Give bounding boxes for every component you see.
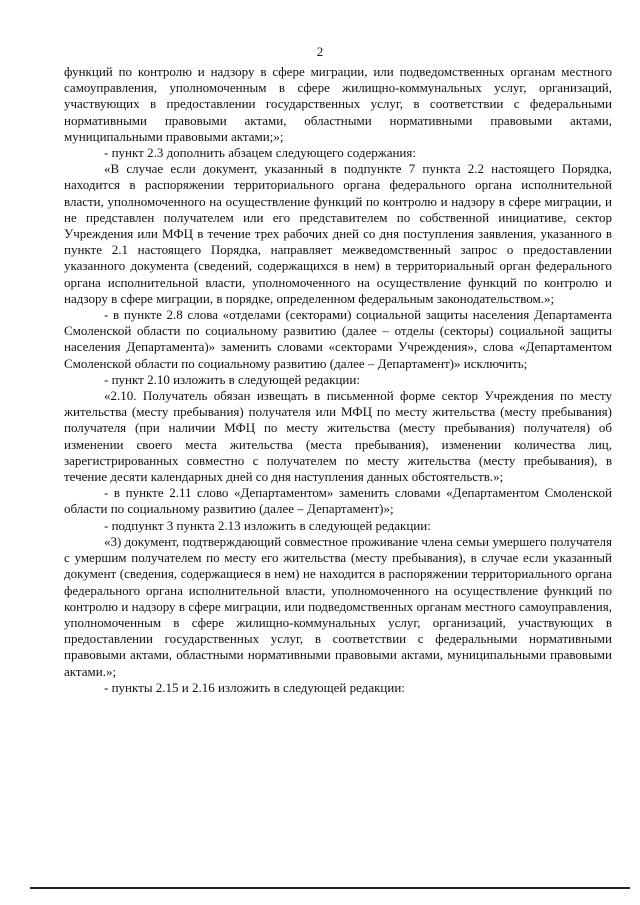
paragraph-amendment-2-13: - подпункт 3 пункта 2.13 изложить в следующей редакции:	[104, 517, 431, 533]
paragraph-amendment-2-15-2-16: - пункты 2.15 и 2.16 изложить в следующей редакции:	[104, 679, 405, 695]
document-body	[64, 64, 612, 696]
page-number: 2	[316, 44, 324, 59]
paragraph-amendment-2-3: - пункт 2.3 дополнить абзацем следующего содержания:	[104, 145, 416, 161]
paragraph-quote-2-10: «2.10. Получатель обязан извещать в письменной форме сектор Учреждения по месту жительства (месту пребывания) получателя или МФЦ по месту жительства (месту пребывания) получателя (при наличии МФЦ по месту жительства (месту пребывания) получателя) об изменении своего места жительства (места пребывания), изменении количества лиц, зарегистрированных совместно с получателем по месту жительства (месту пребывания), в течение десяти календарных дней со дня наступления данных обстоятельств.»;	[64, 388, 612, 485]
paragraph-continuation: функций по контролю и надзору в сфере миграции, или подведомственных органам местного самоуправления, уполномоченным в сфере жилищно-коммунальных услуг, организаций, участвующих в предоставлении государственных услуг, в соответствии с федеральными нормативными правовыми актами, областными нормативными правовыми актами, муниципальными правовыми актами;»;	[64, 64, 612, 144]
bottom-rule	[30, 887, 630, 889]
paragraph-amendment-2-11: - в пункте 2.11 слово «Департаментом» заменить словами «Департаментом Смоленской области по социальному развитию (далее – Департамент)»;	[64, 485, 612, 517]
paragraph-quote-2-13: «3) документ, подтверждающий совместное проживание члена семьи умершего получателя с умершим получателем по месту его жительства (месту пребывания), в случае если указанный документ (сведения, содержащиеся в нем) не находится в распоряжении территориального органа федерального органа исполнительной власти, уполномоченного на осуществление функций по контролю и надзору в сфере миграции, или подведомственных органам местного самоуправления, уполномоченным в сфере жилищно-коммунальных услуг, организаций, участвующих в предоставлении государственных услуг, в соответствии с федеральными нормативными правовыми актами, областными нормативными правовыми актами, муниципальными правовыми актами.»;	[64, 533, 612, 679]
paragraph-quote-2-3: «В случае если документ, указанный в подпункте 7 пункта 2.2 настоящего Порядка, находится в распоряжении территориального органа федерального органа исполнительной власти, уполномоченного на осуществление функций по контролю и надзору в сфере миграции, и не представлен получателем или его представителем по собственной инициативе, сектор Учреждения или МФЦ в течение трех рабочих дней со дня поступления заявления, указанного в пункте 2.1 настоящего Порядка, направляет межведомственный запрос о предоставлении указанного документа (сведений, содержащихся в нем) в территориальный орган федерального органа исполнительной власти, уполномоченного на осуществление функций по контролю и надзору в сфере миграции, в порядке, определенном федеральным законодательством.»;	[64, 161, 612, 306]
paragraph-amendment-2-10: - пункт 2.10 изложить в следующей редакции:	[104, 371, 360, 387]
paragraph-amendment-2-8: - в пункте 2.8 слова «отделами (секторами) социальной защиты населения Департамента Смоленской области по социальному развитию (далее – отделы (секторы) социальной защиты населения Департамента)» заменить словами «секторами Учреждения», слова «Департаментом Смоленской области по социальному развитию (далее – Департамент)» исключить;	[64, 307, 612, 371]
